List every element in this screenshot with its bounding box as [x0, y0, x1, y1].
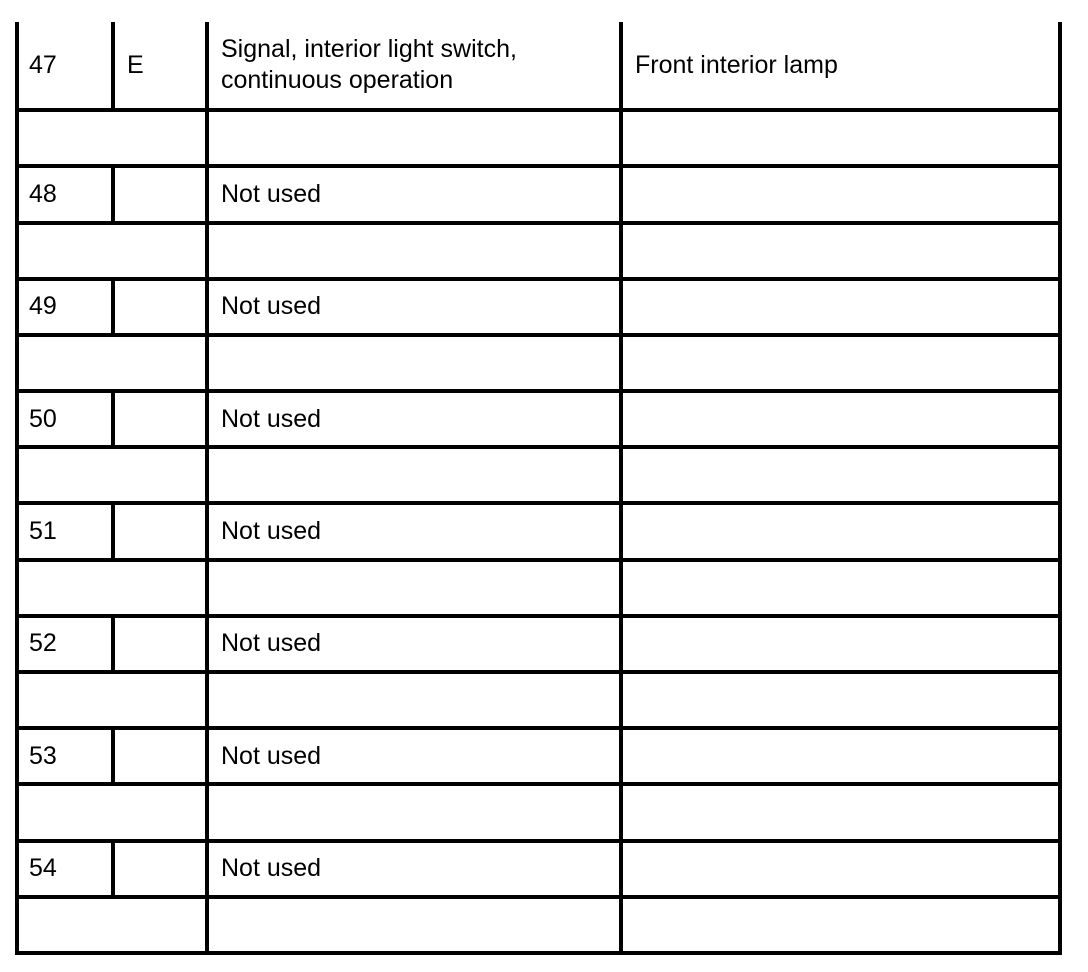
- spacer-row: [17, 672, 1060, 728]
- pin-number-cell: 53: [17, 728, 113, 784]
- code-cell: [113, 841, 207, 897]
- empty-cell: [17, 672, 207, 728]
- empty-cell: [207, 784, 621, 840]
- empty-cell: [207, 223, 621, 279]
- empty-cell: [207, 110, 621, 166]
- component-cell: [621, 728, 1060, 784]
- empty-cell: [621, 672, 1060, 728]
- table-row: [17, 391, 1060, 447]
- empty-cell: [621, 110, 1060, 166]
- spacer-row: [17, 223, 1060, 279]
- code-cell: [113, 391, 207, 447]
- empty-cell: [207, 672, 621, 728]
- pin-number-cell: 52: [17, 616, 113, 672]
- spacer-row: [17, 335, 1060, 391]
- empty-cell: [17, 110, 207, 166]
- empty-cell: [17, 897, 207, 953]
- pin-assignment-table: [15, 22, 1062, 955]
- pin-number-cell: 51: [17, 503, 113, 559]
- code-cell: [113, 503, 207, 559]
- pin-number-cell: 54: [17, 841, 113, 897]
- empty-cell: [207, 897, 621, 953]
- table-row: [17, 166, 1060, 222]
- description-cell: Not used: [207, 391, 621, 447]
- empty-cell: [621, 897, 1060, 953]
- component-cell: [621, 616, 1060, 672]
- empty-cell: [17, 784, 207, 840]
- empty-cell: [17, 335, 207, 391]
- empty-cell: [17, 447, 207, 503]
- component-cell: [621, 166, 1060, 222]
- table-row: [17, 841, 1060, 897]
- pin-number-cell: 50: [17, 391, 113, 447]
- spacer-row: [17, 447, 1060, 503]
- code-cell: [113, 616, 207, 672]
- code-cell: E: [113, 22, 207, 110]
- empty-cell: [621, 335, 1060, 391]
- empty-cell: [207, 335, 621, 391]
- code-cell: [113, 279, 207, 335]
- table-row: [17, 279, 1060, 335]
- description-cell: Not used: [207, 728, 621, 784]
- component-cell: Front interior lamp: [621, 22, 1060, 110]
- empty-cell: [17, 560, 207, 616]
- spacer-row: [17, 110, 1060, 166]
- pin-number-cell: 48: [17, 166, 113, 222]
- empty-cell: [621, 784, 1060, 840]
- component-cell: [621, 391, 1060, 447]
- description-cell: Not used: [207, 841, 621, 897]
- spacer-row: [17, 784, 1060, 840]
- spacer-row: [17, 897, 1060, 953]
- description-cell: Not used: [207, 166, 621, 222]
- empty-cell: [621, 223, 1060, 279]
- component-cell: [621, 841, 1060, 897]
- pin-number-cell: 49: [17, 279, 113, 335]
- description-cell: Not used: [207, 279, 621, 335]
- table-row: [17, 22, 1060, 110]
- description-cell: Not used: [207, 616, 621, 672]
- empty-cell: [207, 447, 621, 503]
- table-row: [17, 728, 1060, 784]
- empty-cell: [621, 447, 1060, 503]
- code-cell: [113, 728, 207, 784]
- table-row: [17, 503, 1060, 559]
- table-row: [17, 616, 1060, 672]
- description-cell: Signal, interior light switch, continuous operation: [207, 22, 621, 110]
- spacer-row: [17, 560, 1060, 616]
- code-cell: [113, 166, 207, 222]
- empty-cell: [207, 560, 621, 616]
- component-cell: [621, 503, 1060, 559]
- empty-cell: [621, 560, 1060, 616]
- component-cell: [621, 279, 1060, 335]
- pin-number-cell: 47: [17, 22, 113, 110]
- empty-cell: [17, 223, 207, 279]
- description-cell: Not used: [207, 503, 621, 559]
